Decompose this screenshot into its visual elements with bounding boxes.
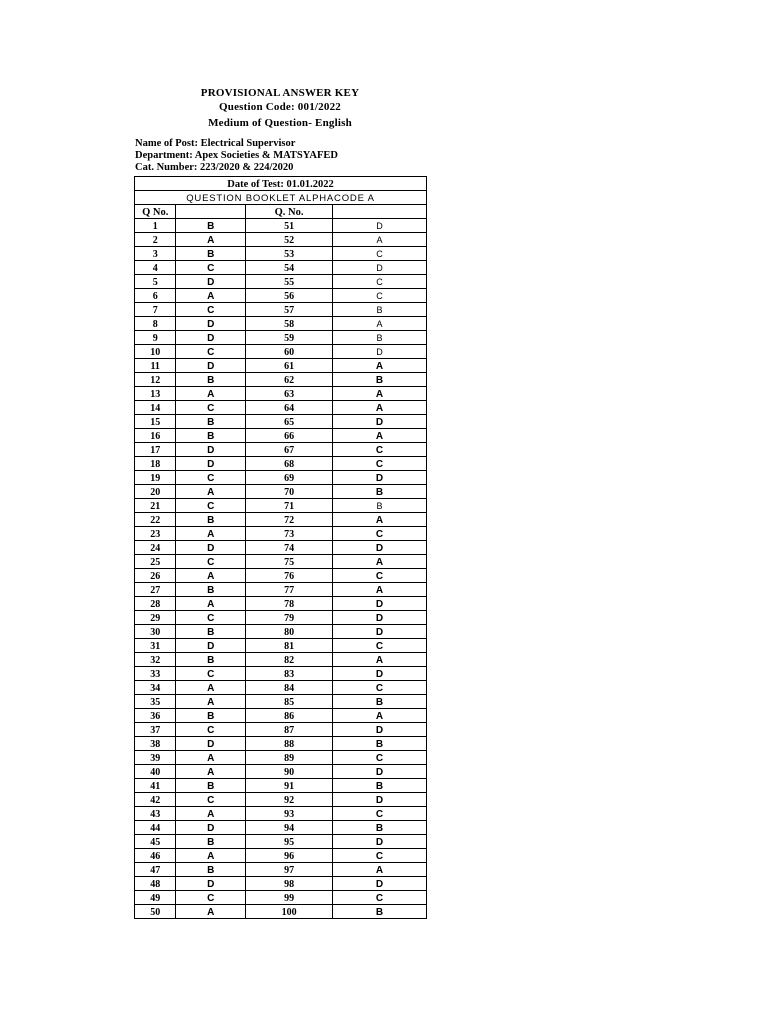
table-row bbox=[135, 793, 427, 807]
question-number: 45 bbox=[135, 835, 176, 849]
answer-cell: D bbox=[176, 443, 246, 457]
answer-cell: D bbox=[176, 317, 246, 331]
table-row bbox=[135, 317, 427, 331]
question-number: 54 bbox=[246, 261, 333, 275]
question-code: Question Code: 001/2022 bbox=[219, 101, 341, 113]
table-row bbox=[135, 597, 427, 611]
table-row bbox=[135, 219, 427, 233]
table-row bbox=[135, 751, 427, 765]
question-number: 30 bbox=[135, 625, 176, 639]
question-number: 29 bbox=[135, 611, 176, 625]
answer-cell: D bbox=[176, 639, 246, 653]
answer-cell: C bbox=[333, 569, 427, 583]
table-row bbox=[135, 401, 427, 415]
question-number: 89 bbox=[246, 751, 333, 765]
table-row bbox=[135, 345, 427, 359]
question-number: 43 bbox=[135, 807, 176, 821]
column-header-qno-1: Q No. bbox=[135, 205, 176, 219]
question-number: 36 bbox=[135, 709, 176, 723]
test-date: Date of Test: 01.01.2022 bbox=[135, 177, 427, 191]
answer-cell: A bbox=[333, 709, 427, 723]
answer-cell: B bbox=[176, 653, 246, 667]
answer-cell: C bbox=[333, 849, 427, 863]
question-number: 88 bbox=[246, 737, 333, 751]
answer-cell: C bbox=[176, 499, 246, 513]
answer-cell: A bbox=[333, 863, 427, 877]
question-number: 41 bbox=[135, 779, 176, 793]
answer-cell: C bbox=[176, 723, 246, 737]
question-number: 42 bbox=[135, 793, 176, 807]
question-number: 8 bbox=[135, 317, 176, 331]
answer-cell: A bbox=[176, 233, 246, 247]
column-header-row bbox=[135, 205, 427, 219]
question-number: 70 bbox=[246, 485, 333, 499]
answer-cell: C bbox=[333, 681, 427, 695]
question-number: 65 bbox=[246, 415, 333, 429]
question-number: 18 bbox=[135, 457, 176, 471]
answer-cell: B bbox=[176, 835, 246, 849]
table-row bbox=[135, 331, 427, 345]
question-number: 82 bbox=[246, 653, 333, 667]
answer-cell: C bbox=[176, 667, 246, 681]
answer-cell: C bbox=[333, 527, 427, 541]
answer-cell: D bbox=[176, 877, 246, 891]
question-number: 27 bbox=[135, 583, 176, 597]
question-number: 12 bbox=[135, 373, 176, 387]
question-number: 84 bbox=[246, 681, 333, 695]
table-row bbox=[135, 289, 427, 303]
question-number: 58 bbox=[246, 317, 333, 331]
answer-cell: B bbox=[176, 513, 246, 527]
table-row bbox=[135, 541, 427, 555]
answer-cell: D bbox=[176, 457, 246, 471]
answer-cell: D bbox=[333, 625, 427, 639]
question-number: 49 bbox=[135, 891, 176, 905]
question-number: 11 bbox=[135, 359, 176, 373]
column-header-qno-2: Q. No. bbox=[246, 205, 333, 219]
question-number: 7 bbox=[135, 303, 176, 317]
question-number: 10 bbox=[135, 345, 176, 359]
question-number: 46 bbox=[135, 849, 176, 863]
table-row bbox=[135, 723, 427, 737]
question-number: 78 bbox=[246, 597, 333, 611]
table-row bbox=[135, 471, 427, 485]
question-number: 76 bbox=[246, 569, 333, 583]
table-row bbox=[135, 415, 427, 429]
question-number: 47 bbox=[135, 863, 176, 877]
question-number: 31 bbox=[135, 639, 176, 653]
table-row bbox=[135, 681, 427, 695]
question-number: 39 bbox=[135, 751, 176, 765]
answer-cell: C bbox=[176, 555, 246, 569]
question-number: 19 bbox=[135, 471, 176, 485]
answer-cell: A bbox=[176, 681, 246, 695]
answer-cell: B bbox=[333, 485, 427, 499]
answer-cell: A bbox=[333, 555, 427, 569]
question-number: 34 bbox=[135, 681, 176, 695]
question-number: 56 bbox=[246, 289, 333, 303]
question-number: 94 bbox=[246, 821, 333, 835]
question-number: 52 bbox=[246, 233, 333, 247]
answer-cell: C bbox=[333, 457, 427, 471]
answer-cell: B bbox=[333, 373, 427, 387]
answer-cell: A bbox=[176, 695, 246, 709]
answer-cell: A bbox=[333, 583, 427, 597]
table-row bbox=[135, 583, 427, 597]
answer-cell: D bbox=[333, 471, 427, 485]
answer-cell: B bbox=[333, 331, 427, 345]
table-row bbox=[135, 513, 427, 527]
question-number: 5 bbox=[135, 275, 176, 289]
answer-cell: A bbox=[176, 569, 246, 583]
answer-cell: D bbox=[333, 611, 427, 625]
question-number: 64 bbox=[246, 401, 333, 415]
question-number: 24 bbox=[135, 541, 176, 555]
question-number: 4 bbox=[135, 261, 176, 275]
answer-cell: B bbox=[333, 737, 427, 751]
column-header-answer-2 bbox=[333, 205, 427, 219]
answer-cell: A bbox=[176, 765, 246, 779]
question-number: 59 bbox=[246, 331, 333, 345]
question-number: 98 bbox=[246, 877, 333, 891]
answer-cell: B bbox=[333, 303, 427, 317]
question-number: 72 bbox=[246, 513, 333, 527]
table-row bbox=[135, 457, 427, 471]
question-number: 33 bbox=[135, 667, 176, 681]
answer-cell: B bbox=[333, 499, 427, 513]
question-number: 38 bbox=[135, 737, 176, 751]
question-number: 9 bbox=[135, 331, 176, 345]
question-number: 81 bbox=[246, 639, 333, 653]
answer-cell: C bbox=[333, 751, 427, 765]
table-row bbox=[135, 905, 427, 919]
answer-cell: B bbox=[176, 583, 246, 597]
answer-cell: B bbox=[176, 373, 246, 387]
question-number: 3 bbox=[135, 247, 176, 261]
table-row bbox=[135, 275, 427, 289]
answer-cell: C bbox=[176, 891, 246, 905]
answer-cell: D bbox=[333, 765, 427, 779]
question-number: 80 bbox=[246, 625, 333, 639]
answer-cell: A bbox=[333, 513, 427, 527]
question-number: 20 bbox=[135, 485, 176, 499]
table-row bbox=[135, 849, 427, 863]
question-number: 60 bbox=[246, 345, 333, 359]
answer-cell: B bbox=[176, 709, 246, 723]
answer-cell: C bbox=[176, 261, 246, 275]
question-number: 2 bbox=[135, 233, 176, 247]
answer-cell: B bbox=[176, 625, 246, 639]
table-row bbox=[135, 807, 427, 821]
question-number: 69 bbox=[246, 471, 333, 485]
table-row bbox=[135, 709, 427, 723]
answer-cell: A bbox=[176, 849, 246, 863]
table-row bbox=[135, 499, 427, 513]
question-number: 87 bbox=[246, 723, 333, 737]
answer-cell: D bbox=[333, 723, 427, 737]
table-row bbox=[135, 303, 427, 317]
question-number: 91 bbox=[246, 779, 333, 793]
question-number: 28 bbox=[135, 597, 176, 611]
answer-cell: A bbox=[333, 233, 427, 247]
answer-cell: B bbox=[176, 863, 246, 877]
table-row bbox=[135, 261, 427, 275]
question-number: 53 bbox=[246, 247, 333, 261]
table-row bbox=[135, 835, 427, 849]
department-name: Department: Apex Societies & MATSYAFED bbox=[135, 150, 338, 161]
column-header-answer-1 bbox=[176, 205, 246, 219]
question-number: 92 bbox=[246, 793, 333, 807]
question-number: 55 bbox=[246, 275, 333, 289]
answer-cell: D bbox=[333, 877, 427, 891]
question-number: 14 bbox=[135, 401, 176, 415]
table-row bbox=[135, 373, 427, 387]
question-number: 62 bbox=[246, 373, 333, 387]
answer-cell: D bbox=[333, 793, 427, 807]
table-row bbox=[135, 653, 427, 667]
answer-cell: A bbox=[333, 653, 427, 667]
answer-key-body bbox=[135, 177, 427, 919]
table-row bbox=[135, 625, 427, 639]
question-number: 15 bbox=[135, 415, 176, 429]
answer-cell: B bbox=[176, 247, 246, 261]
answer-cell: C bbox=[176, 471, 246, 485]
answer-cell: C bbox=[176, 345, 246, 359]
answer-cell: A bbox=[176, 597, 246, 611]
table-row bbox=[135, 737, 427, 751]
answer-cell: D bbox=[333, 261, 427, 275]
question-number: 96 bbox=[246, 849, 333, 863]
answer-cell: C bbox=[176, 611, 246, 625]
question-number: 51 bbox=[246, 219, 333, 233]
question-number: 23 bbox=[135, 527, 176, 541]
question-number: 97 bbox=[246, 863, 333, 877]
answer-cell: A bbox=[333, 387, 427, 401]
question-number: 61 bbox=[246, 359, 333, 373]
question-number: 40 bbox=[135, 765, 176, 779]
answer-cell: C bbox=[176, 401, 246, 415]
answer-cell: C bbox=[176, 303, 246, 317]
answer-cell: C bbox=[333, 891, 427, 905]
post-name: Name of Post: Electrical Supervisor bbox=[135, 138, 296, 149]
question-number: 83 bbox=[246, 667, 333, 681]
answer-key-table bbox=[134, 176, 427, 919]
answer-cell: A bbox=[176, 527, 246, 541]
table-row bbox=[135, 821, 427, 835]
booklet-alphacode: QUESTION BOOKLET ALPHACODE A bbox=[135, 191, 427, 205]
table-row bbox=[135, 527, 427, 541]
table-row bbox=[135, 359, 427, 373]
question-number: 90 bbox=[246, 765, 333, 779]
question-number: 26 bbox=[135, 569, 176, 583]
question-number: 95 bbox=[246, 835, 333, 849]
table-row bbox=[135, 555, 427, 569]
answer-cell: C bbox=[333, 443, 427, 457]
question-number: 73 bbox=[246, 527, 333, 541]
answer-cell: C bbox=[333, 275, 427, 289]
answer-cell: C bbox=[333, 247, 427, 261]
answer-cell: D bbox=[333, 541, 427, 555]
answer-cell: C bbox=[333, 807, 427, 821]
question-number: 57 bbox=[246, 303, 333, 317]
question-number: 68 bbox=[246, 457, 333, 471]
answer-cell: D bbox=[176, 331, 246, 345]
answer-cell: C bbox=[176, 793, 246, 807]
answer-cell: D bbox=[176, 359, 246, 373]
table-row bbox=[135, 695, 427, 709]
question-number: 13 bbox=[135, 387, 176, 401]
table-row bbox=[135, 429, 427, 443]
question-number: 48 bbox=[135, 877, 176, 891]
question-number: 6 bbox=[135, 289, 176, 303]
table-row bbox=[135, 233, 427, 247]
answer-cell: A bbox=[333, 317, 427, 331]
table-row bbox=[135, 247, 427, 261]
answer-cell: B bbox=[333, 695, 427, 709]
answer-cell: B bbox=[176, 415, 246, 429]
table-row bbox=[135, 485, 427, 499]
question-number: 77 bbox=[246, 583, 333, 597]
answer-cell: A bbox=[333, 429, 427, 443]
answer-cell: D bbox=[333, 667, 427, 681]
question-number: 79 bbox=[246, 611, 333, 625]
answer-cell: A bbox=[176, 751, 246, 765]
table-row bbox=[135, 639, 427, 653]
question-number: 37 bbox=[135, 723, 176, 737]
question-number: 50 bbox=[135, 905, 176, 919]
table-row bbox=[135, 569, 427, 583]
table-row bbox=[135, 611, 427, 625]
question-number: 100 bbox=[246, 905, 333, 919]
answer-cell: B bbox=[176, 219, 246, 233]
answer-cell: B bbox=[176, 429, 246, 443]
question-number: 32 bbox=[135, 653, 176, 667]
question-number: 21 bbox=[135, 499, 176, 513]
table-row bbox=[135, 863, 427, 877]
answer-cell: A bbox=[176, 485, 246, 499]
question-number: 35 bbox=[135, 695, 176, 709]
question-number: 99 bbox=[246, 891, 333, 905]
answer-cell: A bbox=[176, 905, 246, 919]
answer-cell: B bbox=[333, 905, 427, 919]
answer-cell: B bbox=[333, 821, 427, 835]
answer-cell: A bbox=[333, 359, 427, 373]
question-number: 25 bbox=[135, 555, 176, 569]
table-row bbox=[135, 667, 427, 681]
answer-cell: D bbox=[176, 737, 246, 751]
answer-cell: B bbox=[333, 779, 427, 793]
answer-cell: D bbox=[333, 219, 427, 233]
question-number: 44 bbox=[135, 821, 176, 835]
answer-cell: D bbox=[333, 835, 427, 849]
question-number: 63 bbox=[246, 387, 333, 401]
question-number: 16 bbox=[135, 429, 176, 443]
answer-cell: A bbox=[176, 289, 246, 303]
answer-cell: A bbox=[176, 387, 246, 401]
table-row bbox=[135, 779, 427, 793]
answer-cell: B bbox=[176, 779, 246, 793]
answer-cell: D bbox=[176, 821, 246, 835]
question-number: 86 bbox=[246, 709, 333, 723]
question-number: 93 bbox=[246, 807, 333, 821]
date-row bbox=[135, 177, 427, 191]
answer-cell: D bbox=[176, 275, 246, 289]
question-number: 74 bbox=[246, 541, 333, 555]
table-row bbox=[135, 891, 427, 905]
answer-cell: C bbox=[333, 289, 427, 303]
answer-cell: C bbox=[333, 639, 427, 653]
question-number: 75 bbox=[246, 555, 333, 569]
question-number: 85 bbox=[246, 695, 333, 709]
answer-cell: D bbox=[333, 597, 427, 611]
table-row bbox=[135, 765, 427, 779]
medium-of-question: Medium of Question- English bbox=[208, 117, 352, 129]
answer-cell: A bbox=[176, 807, 246, 821]
table-row bbox=[135, 387, 427, 401]
question-number: 1 bbox=[135, 219, 176, 233]
table-row bbox=[135, 877, 427, 891]
answer-cell: D bbox=[333, 345, 427, 359]
question-number: 67 bbox=[246, 443, 333, 457]
booklet-row bbox=[135, 191, 427, 205]
answer-cell: D bbox=[333, 415, 427, 429]
answer-cell: A bbox=[333, 401, 427, 415]
page-title: PROVISIONAL ANSWER KEY bbox=[200, 87, 360, 99]
question-number: 66 bbox=[246, 429, 333, 443]
question-number: 17 bbox=[135, 443, 176, 457]
table-row bbox=[135, 443, 427, 457]
category-number: Cat. Number: 223/2020 & 224/2020 bbox=[135, 162, 294, 173]
question-number: 71 bbox=[246, 499, 333, 513]
answer-cell: D bbox=[176, 541, 246, 555]
question-number: 22 bbox=[135, 513, 176, 527]
